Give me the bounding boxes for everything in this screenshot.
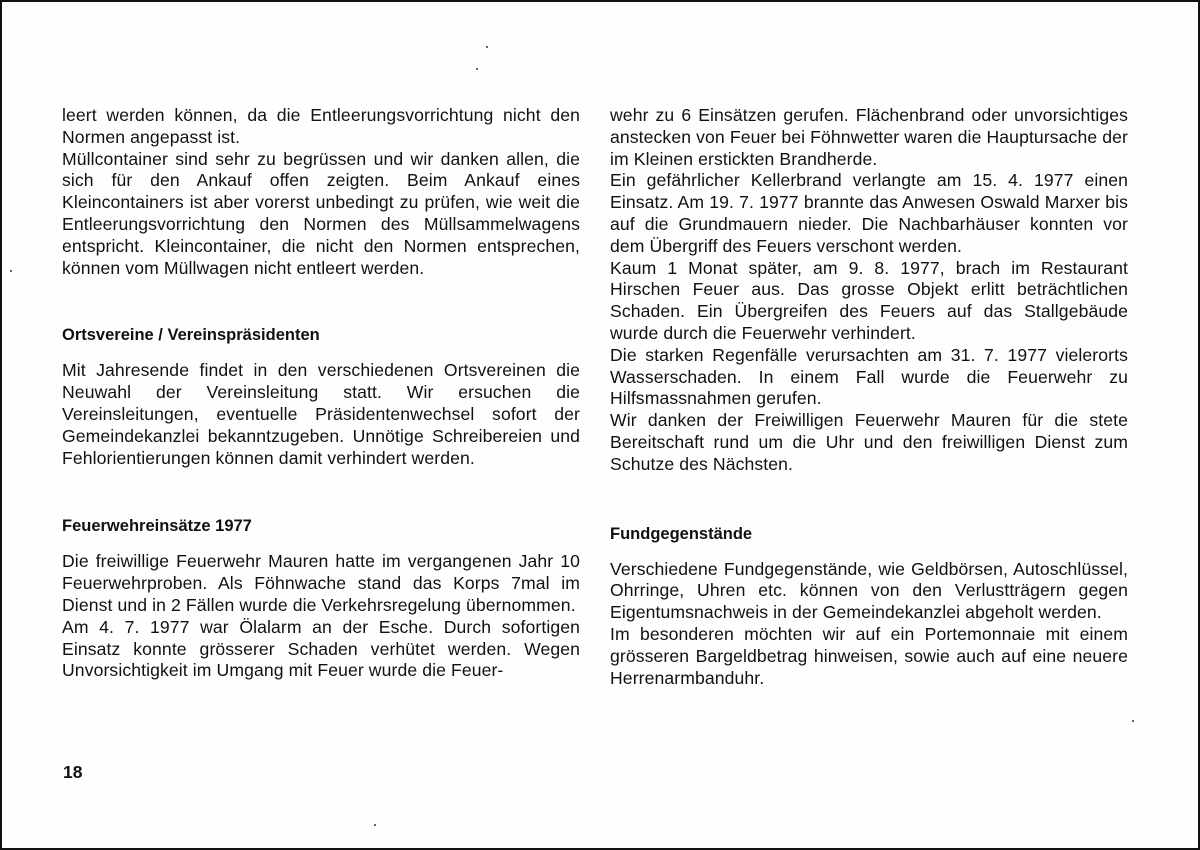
scan-speck xyxy=(10,270,12,272)
scan-speck xyxy=(1132,720,1134,722)
paragraph-portemonnaie: Im besonderen möchten wir auf ein Portemonnaie mit einem grösseren Bargeldbetrag hinweisen, sowie auch auf eine neuere Herrenarmbanduhr. xyxy=(610,623,1128,688)
paragraph-regenfaelle: Die starken Regenfälle verursachten am 31. 7. 1977 vielerorts Wasserschaden. In einem Fall wurde die Feuerwehr zu Hilfsmassnahmen gerufen. xyxy=(610,344,1128,409)
paragraph-feuerwehr-proben: Die freiwillige Feuerwehr Mauren hatte im vergangenen Jahr 10 Feuerwehrproben. Als Föhnwache stand das Korps 7mal im Dienst und in 2 Fällen wurde die Verkehrsregelung übernommen. xyxy=(62,551,580,615)
heading-ortsvereine: Ortsvereine / Vereinspräsidenten xyxy=(62,326,320,345)
heading-fundgegenstaende: Fundgegenstände xyxy=(610,524,753,543)
paragraph-oelalarm: Am 4. 7. 1977 war Ölalarm an der Esche. Durch sofortigen Einsatz konnte grösserer Schaden verhütet werden. Wegen Unvorsichtigkeit im Umgang mit Feuer wurde die Feuer- xyxy=(62,616,580,681)
paragraph-restaurant-hirschen: Kaum 1 Monat später, am 9. 8. 1977, brach im Restaurant Hirschen Feuer aus. Das grosse Objekt erlitt beträchtlichen Schaden. Ein Übergreifen des Feuers auf das Stallgebäude wurde durch die Feuerwehr verhindert. xyxy=(610,257,1128,343)
paragraph-kellerbrand: Ein gefährlicher Kellerbrand verlangte am 15. 4. 1977 einen Einsatz. Am 19. 7. 1977 brannte das Anwesen Oswald Marxer bis auf die Grundmauern nieder. Die Nachbarhäuser konnten vor dem Übergriff des Feuers verschont werden. xyxy=(610,170,1128,256)
scan-speck xyxy=(486,46,488,48)
page-number: 18 xyxy=(63,762,83,782)
paragraph-muellcontainer: Müllcontainer sind sehr zu begrüssen und wir danken allen, die sich für den Ankauf offen zeigten. Beim Ankauf eines Kleincontainers ist aber vorerst unbedingt zu prüfen, wie weit die Entleerungsvorrichtung den Normen des Müllsammelwagens entspricht. Kleincontainer, die nicht den Normen entsprechen, können vom Müllwagen nicht entleert werden. xyxy=(62,148,580,278)
left-column xyxy=(62,105,580,682)
paragraph-container-norms: leert werden können, da die Entleerungsvorrichtung nicht den Normen angepasst ist. xyxy=(62,105,580,147)
paragraph-flaechenbrand: wehr zu 6 Einsätzen gerufen. Flächenbrand oder unvorsichtiges anstecken von Feuer bei Föhnwetter waren die Hauptursache der im Kleinen erstickten Brandherde. xyxy=(610,105,1128,169)
right-column xyxy=(610,105,1128,689)
scan-speck xyxy=(374,824,376,826)
paragraph-dank-feuerwehr: Wir danken der Freiwilligen Feuerwehr Mauren für die stete Bereitschaft rund um die Uhr und den freiwilligen Dienst zum Schutze des Nächsten. xyxy=(610,410,1128,474)
scan-speck xyxy=(476,68,478,70)
heading-feuerwehreinsaetze: Feuerwehreinsätze 1977 xyxy=(62,517,252,536)
paragraph-ortsvereine: Mit Jahresende findet in den verschiedenen Ortsvereinen die Neuwahl der Vereinsleitung statt. Wir ersuchen die Vereinsleitungen, eventuelle Präsidentenwechsel sofort der Gemeindekanzlei bekanntzugeben. Unnötige Schreibereien und Fehlorientierungen können damit verhindert werden. xyxy=(62,360,580,468)
paragraph-fundgegenstaende: Verschiedene Fundgegenstände, wie Geldbörsen, Autoschlüssel, Ohrringe, Uhren etc. können von den Verlustträgern gegen Eigentumsnachweis in der Gemeindekanzlei abgeholt werden. xyxy=(610,558,1128,623)
